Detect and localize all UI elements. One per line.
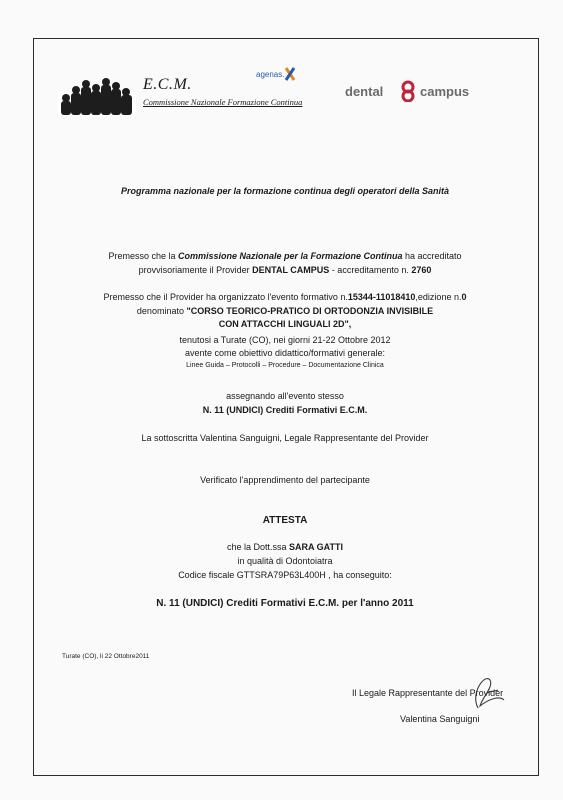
agenas-mark-icon xyxy=(284,66,296,82)
edizione-number: 0 xyxy=(461,292,467,302)
linee-guida-line: Linee Guida – Protocolli – Procedure – Documentazione Clinica xyxy=(186,362,384,369)
dental-text: dental xyxy=(345,84,384,99)
course-title-1: "CORSO TEORICO-PRATICO DI ORTODONZIA INVISIBILE xyxy=(186,306,434,316)
premesso-1-text-c: ha accreditato xyxy=(402,251,462,261)
participant-name: SARA GATTI xyxy=(289,542,344,552)
dental-campus-mark-icon xyxy=(397,80,419,102)
premesso-line-1 xyxy=(40,251,530,261)
ecm-group-photo-logo xyxy=(58,72,136,118)
agenas-text: agenas. xyxy=(256,70,285,79)
tenutosi-line: tenutosi a Turate (CO), nei giorni 21-22 Ottobre 2012 xyxy=(179,335,391,345)
assegnando-line: assegnando all'evento stesso xyxy=(226,391,344,401)
ecm-title: E.C.M. xyxy=(143,76,192,93)
legale-rappresentante-label: Il Legale Rappresentante del Provider xyxy=(352,688,504,698)
denominato-text: denominato xyxy=(136,306,187,316)
attesta-heading: ATTESTA xyxy=(262,515,308,526)
accreditamento-number: 2760 xyxy=(411,265,432,275)
obiettivo-line: avente come obiettivo didattico/formativi generale: xyxy=(184,348,386,358)
luogo-data: Turate (CO), li 22 Ottobre2011 xyxy=(62,653,150,660)
premesso-2-text-a: provvisoriamente il Provider xyxy=(138,265,253,275)
ecm-subtitle: Commissione Nazionale Formazione Continua xyxy=(143,97,303,107)
course-title-2: CON ATTACCHI LINGUALI 2D", xyxy=(218,319,352,329)
sottoscritta-line: La sottoscritta Valentina Sanguigni, Legale Rappresentante del Provider xyxy=(141,433,429,443)
campus-text: campus xyxy=(420,84,470,99)
denominato-line xyxy=(40,306,530,316)
evento-line xyxy=(40,292,530,302)
premesso-line-2 xyxy=(40,265,530,275)
provider-name: DENTAL CAMPUS xyxy=(252,265,330,275)
crediti-line-1: N. 11 (UNDICI) Crediti Formativi E.C.M. xyxy=(202,405,368,415)
codice-fiscale-line: Codice fiscale GTTSRA79P63L400H , ha conseguito: xyxy=(178,570,392,580)
signature-mark xyxy=(460,668,510,718)
premesso-2-text-c: - accreditamento n. xyxy=(329,265,412,275)
evento-number: 15344-11018410 xyxy=(347,292,416,302)
premesso-1-commissione: Commissione Nazionale per la Formazione Continua xyxy=(177,251,403,261)
legale-rappresentante-name: Valentina Sanguigni xyxy=(400,714,480,724)
agenas-logo xyxy=(256,66,296,86)
programma-nazionale: Programma nazionale per la formazione continua degli operatori della Sanità xyxy=(120,186,450,196)
evento-text-c: ,edizione n. xyxy=(415,292,462,302)
qualita-line: in qualità di Odontoiatra xyxy=(237,556,333,566)
premesso-1-text-a: Premesso che la xyxy=(108,251,178,261)
evento-text-a: Premesso che il Provider ha organizzato l'evento formativo n. xyxy=(103,292,348,302)
crediti-line-2: N. 11 (UNDICI) Crediti Formativi E.C.M. per l'anno 2011 xyxy=(156,598,414,609)
dottoressa-text: che la Dott.ssa xyxy=(226,542,290,552)
dental-campus-logo xyxy=(345,84,383,99)
dottoressa-line xyxy=(40,542,530,552)
verificato-line: Verificato l'apprendimento del partecipante xyxy=(200,475,370,485)
